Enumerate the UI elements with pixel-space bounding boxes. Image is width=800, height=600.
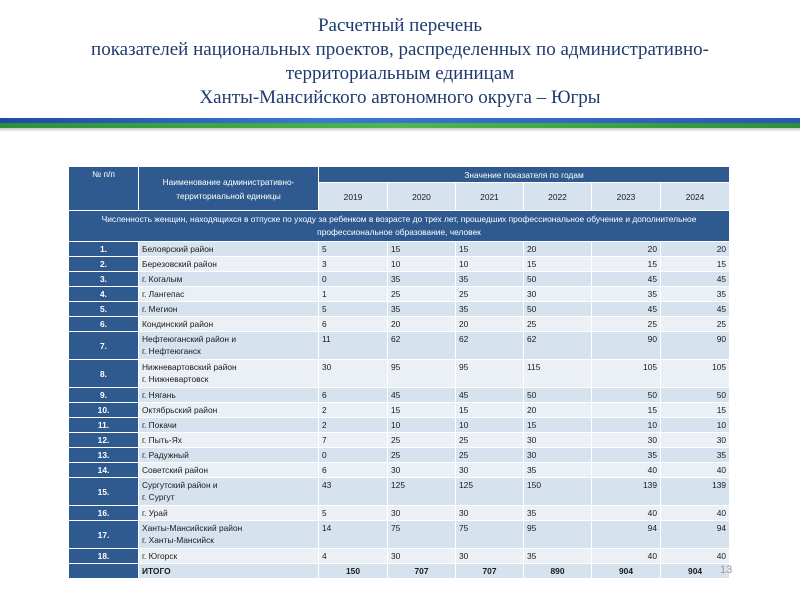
row-number: 5. <box>69 302 139 317</box>
value-cell: 45 <box>661 302 730 317</box>
value-cell: 45 <box>592 272 661 287</box>
value-cell: 30 <box>388 549 456 564</box>
row-name-line: г. Нефтеюганск <box>142 346 201 356</box>
row-name-line: г. Лангепас <box>142 289 185 299</box>
value-cell: 1 <box>319 287 388 302</box>
value-cell: 35 <box>592 287 661 302</box>
value-cell: 139 <box>592 478 661 506</box>
row-name-line: Кондинский район <box>142 319 214 329</box>
value-cell: 40 <box>661 463 730 478</box>
page-number: 13 <box>720 564 733 576</box>
table-row <box>69 478 730 506</box>
value-cell: 45 <box>661 272 730 287</box>
value-cell: 50 <box>524 388 592 403</box>
value-cell: 15 <box>592 257 661 272</box>
row-name <box>139 302 319 317</box>
row-name-line: г. Когалым <box>142 274 183 284</box>
row-name-line: Белоярский район <box>142 244 214 254</box>
row-name-line: г. Ханты-Мансийск <box>142 535 214 545</box>
indicator-table <box>68 166 733 579</box>
value-cell: 15 <box>524 257 592 272</box>
value-cell: 30 <box>661 433 730 448</box>
value-cell: 30 <box>456 463 524 478</box>
header-year: 2022 <box>524 183 592 211</box>
table-row <box>69 433 730 448</box>
value-cell: 125 <box>388 478 456 506</box>
row-number: 4. <box>69 287 139 302</box>
row-name <box>139 521 319 549</box>
row-name-line: г. Урай <box>142 508 168 518</box>
header-year: 2024 <box>661 183 730 211</box>
table-row <box>69 388 730 403</box>
value-cell: 5 <box>319 302 388 317</box>
row-number: 10. <box>69 403 139 418</box>
value-cell: 25 <box>388 448 456 463</box>
value-cell: 40 <box>592 463 661 478</box>
value-cell: 25 <box>456 287 524 302</box>
value-cell: 30 <box>524 433 592 448</box>
title-line-1: Расчетный перечень <box>317 15 483 36</box>
slide-title <box>0 14 800 110</box>
value-cell: 45 <box>456 388 524 403</box>
total-value: 890 <box>524 564 592 579</box>
table-row <box>69 448 730 463</box>
value-cell: 25 <box>524 317 592 332</box>
table-row <box>69 332 730 360</box>
row-name <box>139 418 319 433</box>
value-cell: 15 <box>388 403 456 418</box>
value-cell: 11 <box>319 332 388 360</box>
row-name <box>139 448 319 463</box>
value-cell: 20 <box>456 317 524 332</box>
row-number: 3. <box>69 272 139 287</box>
decorative-stripe <box>0 118 800 134</box>
value-cell: 10 <box>456 418 524 433</box>
value-cell: 6 <box>319 317 388 332</box>
value-cell: 45 <box>388 388 456 403</box>
title-line-4: Ханты-Мансийского автономного округа – Югры <box>199 87 601 108</box>
row-number: 6. <box>69 317 139 332</box>
value-cell: 35 <box>456 302 524 317</box>
value-cell: 10 <box>456 257 524 272</box>
total-value: 904 <box>592 564 661 579</box>
table-row <box>69 360 730 388</box>
value-cell: 35 <box>661 287 730 302</box>
value-cell: 6 <box>319 463 388 478</box>
value-cell: 30 <box>456 506 524 521</box>
value-cell: 50 <box>524 302 592 317</box>
table-row <box>69 521 730 549</box>
table-row <box>69 302 730 317</box>
header-year: 2021 <box>456 183 524 211</box>
table-row <box>69 242 730 257</box>
row-number: 2. <box>69 257 139 272</box>
value-cell: 30 <box>319 360 388 388</box>
value-cell: 25 <box>592 317 661 332</box>
value-cell: 125 <box>456 478 524 506</box>
value-cell: 7 <box>319 433 388 448</box>
row-name <box>139 478 319 506</box>
value-cell: 40 <box>661 549 730 564</box>
value-cell: 0 <box>319 448 388 463</box>
value-cell: 62 <box>388 332 456 360</box>
row-name <box>139 257 319 272</box>
total-row <box>69 564 730 579</box>
value-cell: 30 <box>456 549 524 564</box>
title-line-2: показателей национальных проектов, распределенных по административно- <box>91 39 709 60</box>
row-name-line: Березовский район <box>142 259 217 269</box>
value-cell: 15 <box>524 418 592 433</box>
row-name-line: г. Югорск <box>142 551 178 561</box>
row-number: 9. <box>69 388 139 403</box>
value-cell: 62 <box>456 332 524 360</box>
header-num: № п/п <box>69 167 139 211</box>
value-cell: 94 <box>592 521 661 549</box>
value-cell: 90 <box>592 332 661 360</box>
total-value: 707 <box>456 564 524 579</box>
value-cell: 5 <box>319 242 388 257</box>
row-name <box>139 549 319 564</box>
row-name <box>139 433 319 448</box>
value-cell: 35 <box>661 448 730 463</box>
value-cell: 90 <box>661 332 730 360</box>
value-cell: 20 <box>388 317 456 332</box>
table-row <box>69 463 730 478</box>
header-year: 2019 <box>319 183 388 211</box>
value-cell: 50 <box>524 272 592 287</box>
value-cell: 30 <box>524 448 592 463</box>
header-year: 2023 <box>592 183 661 211</box>
value-cell: 0 <box>319 272 388 287</box>
row-name <box>139 388 319 403</box>
value-cell: 25 <box>388 433 456 448</box>
row-number: 8. <box>69 360 139 388</box>
value-cell: 40 <box>592 549 661 564</box>
value-cell: 10 <box>388 418 456 433</box>
row-name-line: г. Покачи <box>142 420 177 430</box>
value-cell: 30 <box>388 506 456 521</box>
header-year: 2020 <box>388 183 456 211</box>
value-cell: 25 <box>661 317 730 332</box>
value-cell: 95 <box>388 360 456 388</box>
value-cell: 95 <box>524 521 592 549</box>
value-cell: 40 <box>661 506 730 521</box>
value-cell: 30 <box>524 287 592 302</box>
value-cell: 6 <box>319 388 388 403</box>
row-name <box>139 287 319 302</box>
value-cell: 62 <box>524 332 592 360</box>
row-name <box>139 506 319 521</box>
value-cell: 35 <box>524 463 592 478</box>
title-line-3: территориальным единицам <box>285 63 515 84</box>
value-cell: 30 <box>592 433 661 448</box>
value-cell: 2 <box>319 418 388 433</box>
value-cell: 150 <box>524 478 592 506</box>
value-cell: 45 <box>592 302 661 317</box>
row-number: 1. <box>69 242 139 257</box>
value-cell: 15 <box>592 403 661 418</box>
row-number: 18. <box>69 549 139 564</box>
value-cell: 14 <box>319 521 388 549</box>
row-number: 17. <box>69 521 139 549</box>
value-cell: 15 <box>456 242 524 257</box>
row-number: 14. <box>69 463 139 478</box>
header-values: Значение показателя по годам <box>319 167 730 183</box>
value-cell: 20 <box>661 242 730 257</box>
total-value: 150 <box>319 564 388 579</box>
value-cell: 75 <box>456 521 524 549</box>
value-cell: 30 <box>388 463 456 478</box>
value-cell: 105 <box>661 360 730 388</box>
value-cell: 105 <box>592 360 661 388</box>
row-name-line: Советский район <box>142 465 208 475</box>
row-number: 11. <box>69 418 139 433</box>
value-cell: 35 <box>388 302 456 317</box>
table-row <box>69 287 730 302</box>
value-cell: 35 <box>524 506 592 521</box>
value-cell: 10 <box>388 257 456 272</box>
total-num-cell <box>69 564 139 579</box>
row-name <box>139 463 319 478</box>
value-cell: 5 <box>319 506 388 521</box>
row-name-line: Нижневартовский район <box>142 362 237 372</box>
table-row <box>69 317 730 332</box>
value-cell: 25 <box>456 448 524 463</box>
table-row <box>69 257 730 272</box>
stripe-shadow <box>0 128 800 132</box>
value-cell: 35 <box>388 272 456 287</box>
value-cell: 50 <box>661 388 730 403</box>
row-name-line: г. Нягань <box>142 390 176 400</box>
row-number: 13. <box>69 448 139 463</box>
value-cell: 15 <box>661 257 730 272</box>
value-cell: 35 <box>524 549 592 564</box>
value-cell: 10 <box>592 418 661 433</box>
row-name-line: Сургутский район и <box>142 480 218 490</box>
value-cell: 20 <box>592 242 661 257</box>
value-cell: 15 <box>388 242 456 257</box>
value-cell: 95 <box>456 360 524 388</box>
row-number: 15. <box>69 478 139 506</box>
row-name-line: г. Мегион <box>142 304 178 314</box>
table-row <box>69 403 730 418</box>
table-row <box>69 272 730 287</box>
value-cell: 40 <box>592 506 661 521</box>
value-cell: 3 <box>319 257 388 272</box>
table-row <box>69 549 730 564</box>
value-cell: 25 <box>388 287 456 302</box>
value-cell: 25 <box>456 433 524 448</box>
value-cell: 94 <box>661 521 730 549</box>
header-name: Наименование административно-территориальной единицы <box>139 167 319 211</box>
total-value: 904 <box>661 564 730 579</box>
value-cell: 10 <box>661 418 730 433</box>
value-cell: 35 <box>592 448 661 463</box>
value-cell: 50 <box>592 388 661 403</box>
value-cell: 20 <box>524 403 592 418</box>
value-cell: 2 <box>319 403 388 418</box>
value-cell: 139 <box>661 478 730 506</box>
row-name <box>139 242 319 257</box>
value-cell: 15 <box>456 403 524 418</box>
indicator-category: Численность женщин, находящихся в отпуске по уходу за ребенком в возрасте до трех лет, прошедших профессиональное обучение и дополнительное профессиональное образование, человек <box>69 211 730 242</box>
row-name <box>139 332 319 360</box>
total-value: 707 <box>388 564 456 579</box>
row-name-line: Нефтеюганский район и <box>142 334 237 344</box>
total-label: ИТОГО <box>139 564 319 579</box>
row-name-line: г. Радужный <box>142 450 189 460</box>
row-name <box>139 403 319 418</box>
value-cell: 4 <box>319 549 388 564</box>
row-name <box>139 272 319 287</box>
row-name <box>139 360 319 388</box>
row-number: 7. <box>69 332 139 360</box>
table-row <box>69 506 730 521</box>
value-cell: 115 <box>524 360 592 388</box>
row-name <box>139 317 319 332</box>
value-cell: 15 <box>661 403 730 418</box>
table-row <box>69 418 730 433</box>
value-cell: 75 <box>388 521 456 549</box>
row-name-line: г. Нижневартовск <box>142 374 209 384</box>
row-name-line: г. Сургут <box>142 492 175 502</box>
row-name-line: г. Пыть-Ях <box>142 435 182 445</box>
row-name-line: Ханты-Мансийский район <box>142 523 243 533</box>
value-cell: 35 <box>456 272 524 287</box>
value-cell: 43 <box>319 478 388 506</box>
row-number: 12. <box>69 433 139 448</box>
row-number: 16. <box>69 506 139 521</box>
row-name-line: Октябрьский район <box>142 405 218 415</box>
value-cell: 20 <box>524 242 592 257</box>
